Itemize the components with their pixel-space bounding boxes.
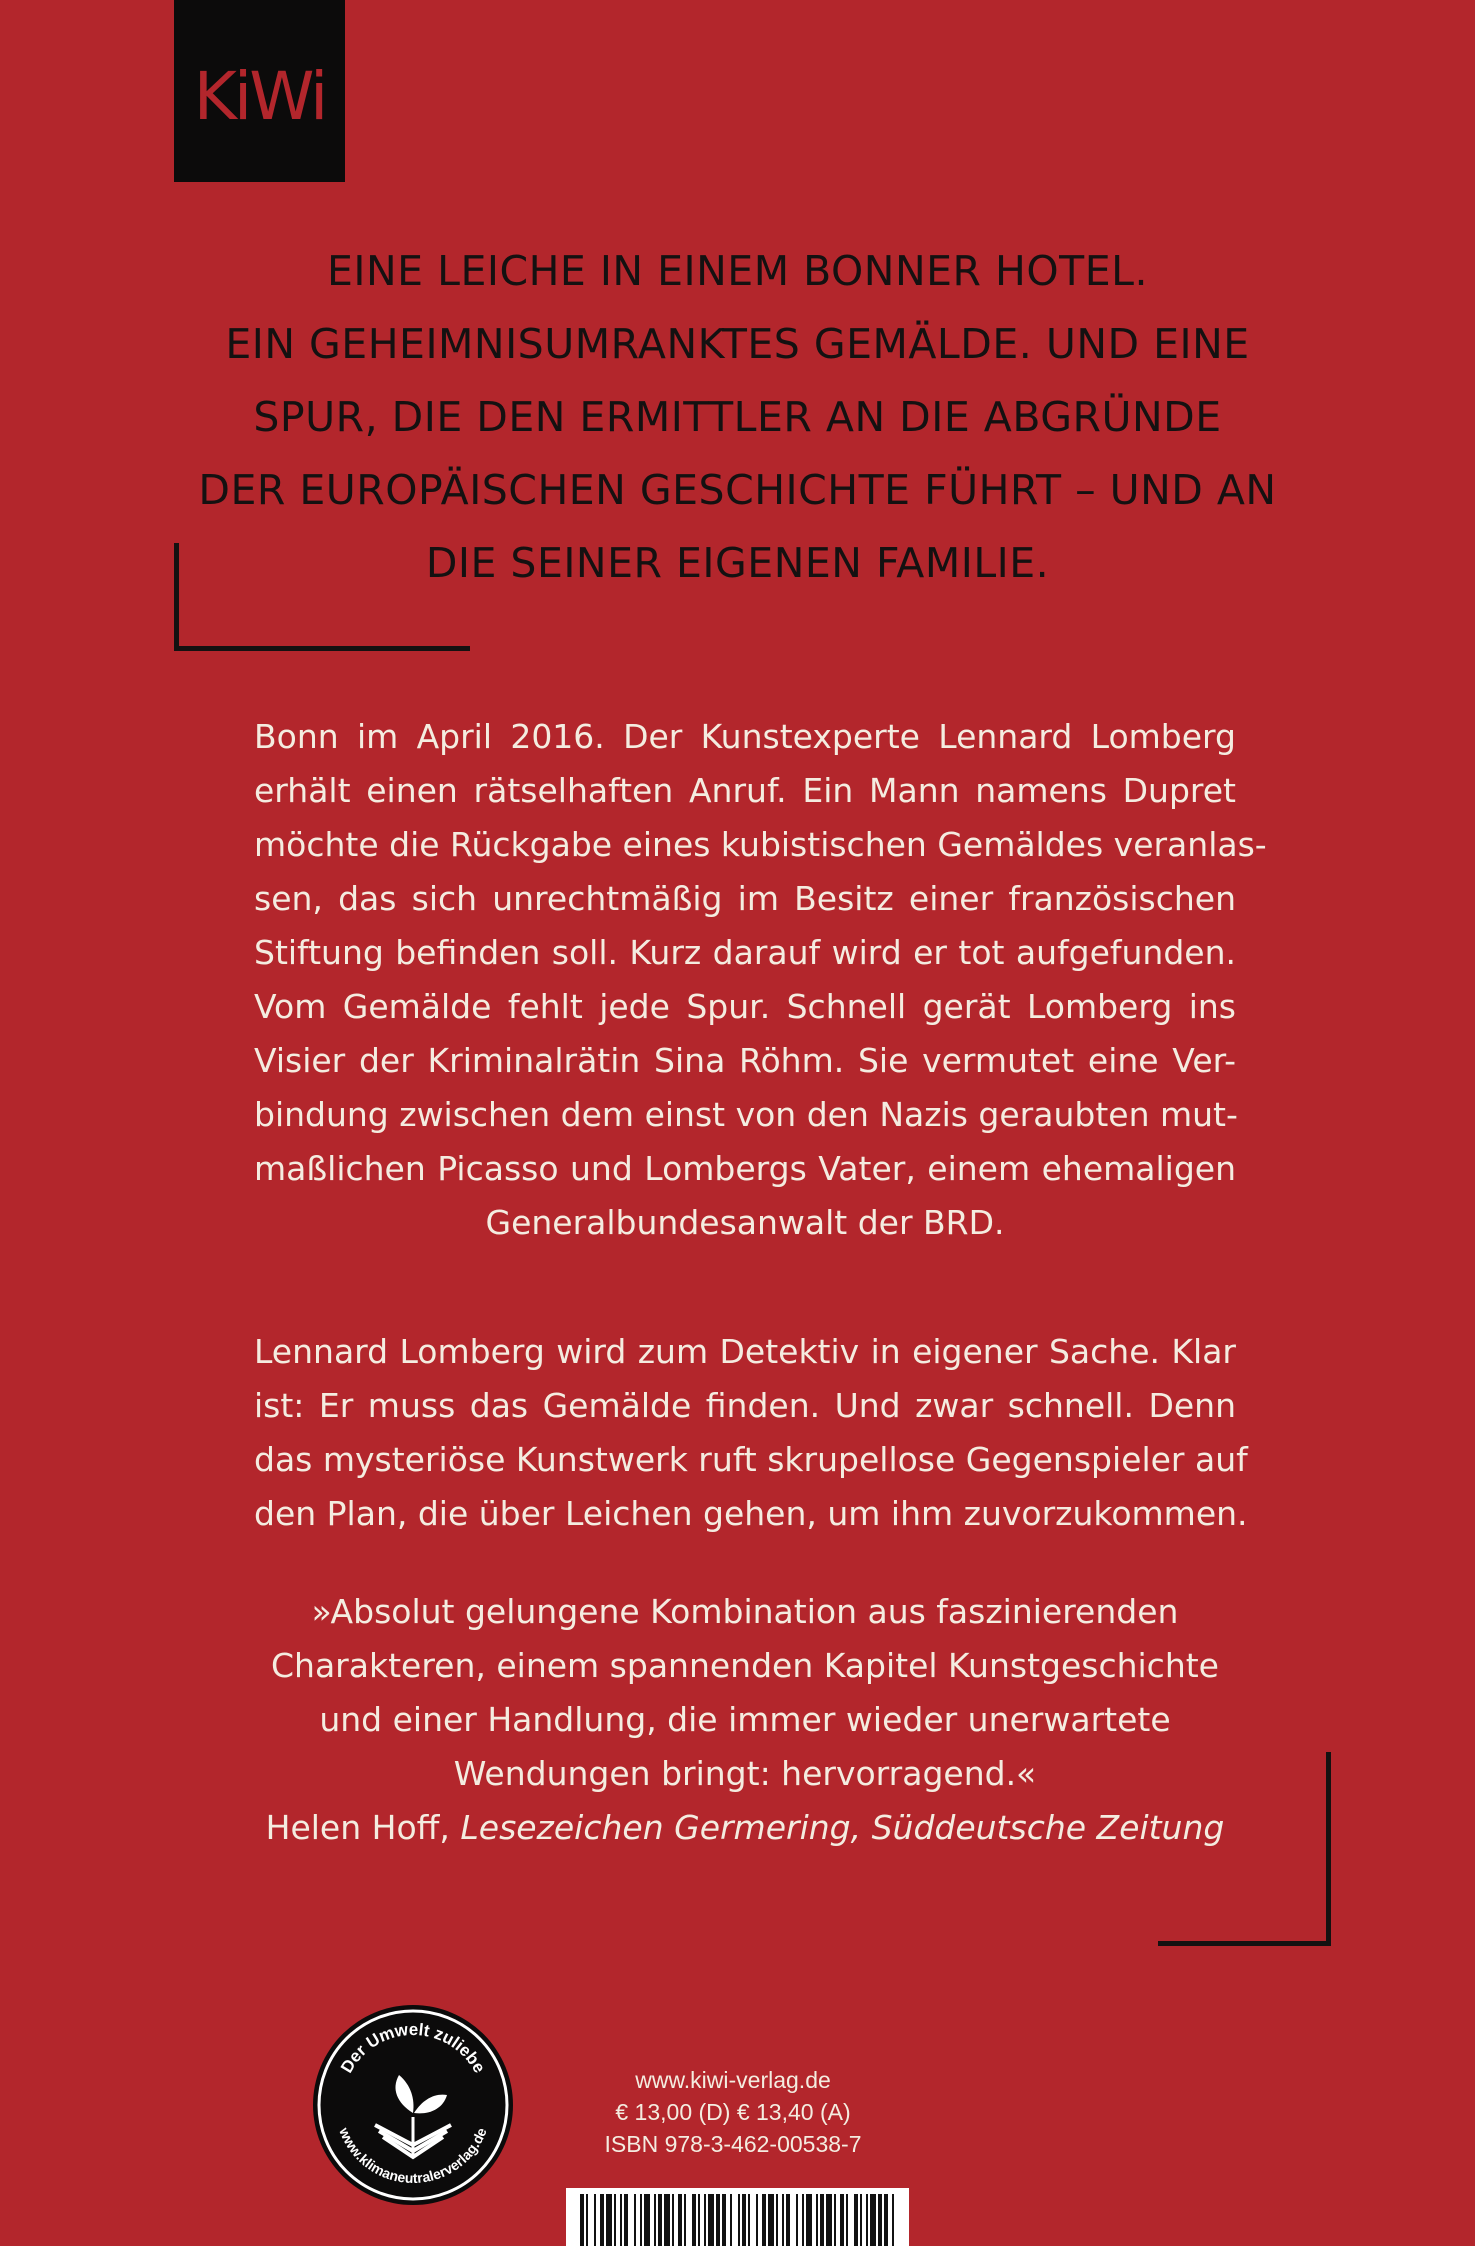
isbn: ISBN 978-3-462-00538-7 xyxy=(604,2131,862,2157)
publisher-url: www.kiwi-verlag.de xyxy=(635,2067,831,2093)
review-quote xyxy=(254,1585,1236,1855)
barcode xyxy=(566,2188,909,2246)
barcode-bars xyxy=(566,2188,909,2246)
bracket-right-vertical xyxy=(1326,1752,1331,1946)
bracket-right-horizontal xyxy=(1158,1941,1331,1946)
text-line: den Plan, die über Leichen gehen, um ihm zuvorzukommen. xyxy=(254,1494,1248,1533)
quote-line: und einer Handlung, die immer wieder unerwartete xyxy=(319,1700,1171,1739)
text-line: Visier der Kriminalrätin Sina Röhm. Sie vermutet eine Ver- xyxy=(254,1041,1236,1080)
bracket-left-horizontal xyxy=(174,646,470,651)
text-line: Stiftung befinden soll. Kurz darauf wird er tot aufgefunden. xyxy=(254,933,1236,972)
seal-bottom-text: www.klimaneutralerverlag.de xyxy=(336,2125,490,2187)
headline-line: EIN GEHEIMNISUMRANKTES GEMÄLDE. UND EINE xyxy=(225,320,1250,368)
text-line: maßlichen Picasso und Lombergs Vater, einem ehemaligen xyxy=(254,1149,1236,1188)
quote-source: Lesezeichen Germering, Süddeutsche Zeitung xyxy=(460,1808,1225,1847)
quote-line: Wendungen bringt: hervorragend.« xyxy=(453,1754,1037,1793)
bracket-left-vertical xyxy=(174,543,179,651)
text-line: Vom Gemälde fehlt jede Spur. Schnell gerät Lomberg ins xyxy=(254,987,1236,1026)
publisher-info xyxy=(602,2064,864,2160)
seal-top-text: Der Umwelt zuliebe xyxy=(337,2019,490,2077)
quote-line: Charakteren, einem spannenden Kapitel Kunstgeschichte xyxy=(271,1646,1219,1685)
quote-author: Helen Hoff, xyxy=(265,1808,450,1847)
quote-line: »Absolut gelungene Kombination aus faszinierenden xyxy=(311,1592,1179,1631)
text-line: sen, das sich unrechtmäßig im Besitz einer französischen xyxy=(254,879,1236,918)
text-line: Bonn im April 2016. Der Kunstexperte Lennard Lomberg xyxy=(254,717,1236,756)
headline xyxy=(174,235,1301,600)
text-line: erhält einen rätselhaften Anruf. Ein Mann namens Dupret xyxy=(254,771,1236,810)
text-line: das mysteriöse Kunstwerk ruft skrupellose Gegenspieler auf xyxy=(254,1440,1248,1479)
text-line: Generalbundesanwalt der BRD. xyxy=(485,1203,1005,1242)
text-line: Lennard Lomberg wird zum Detektiv in eigener Sache. Klar xyxy=(254,1332,1236,1371)
headline-line: DIE SEINER EIGENEN FAMILIE. xyxy=(425,539,1050,587)
headline-line: EINE LEICHE IN EINEM BONNER HOTEL. xyxy=(327,247,1148,295)
climate-neutral-seal xyxy=(313,2005,513,2205)
headline-line: SPUR, DIE DEN ERMITTLER AN DIE ABGRÜNDE xyxy=(253,393,1222,441)
logo-text: KiWi xyxy=(193,57,326,135)
text-line: ist: Er muss das Gemälde finden. Und zwar schnell. Denn xyxy=(254,1386,1236,1425)
text-line: bindung zwischen dem einst von den Nazis geraubten mut- xyxy=(254,1095,1238,1134)
quote-attribution xyxy=(254,1801,1236,1855)
text-line: möchte die Rückgabe eines kubistischen Gemäldes veranlas- xyxy=(254,825,1267,864)
price: € 13,00 (D) € 13,40 (A) xyxy=(615,2099,851,2125)
description-paragraph-2 xyxy=(254,1325,1248,1541)
headline-line: DER EUROPÄISCHEN GESCHICHTE FÜHRT – UND AN xyxy=(198,466,1277,514)
description-paragraph-1 xyxy=(254,710,1267,1250)
kiwi-logo xyxy=(174,0,345,182)
seal-graphic xyxy=(313,2005,513,2205)
